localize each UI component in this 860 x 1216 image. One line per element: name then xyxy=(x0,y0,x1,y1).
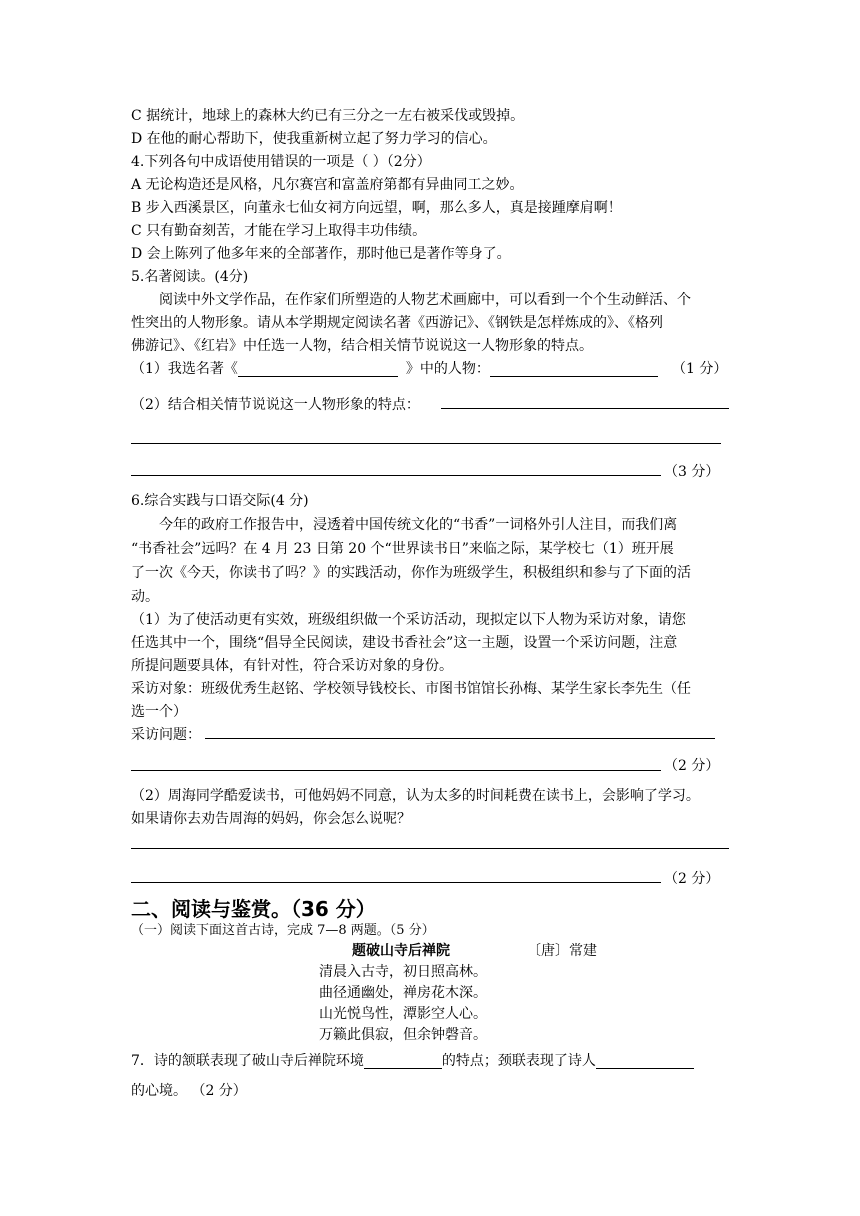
q5-para-line1: 阅读中外文学作品，在作家们所塑造的人物艺术画廊中，可以看到一个个生动鲜活、个 xyxy=(159,292,691,308)
q6-para-line3: 了一次《今天，你读书了吗？》的实践活动，你作为班级学生，积极组织和参与了下面的活 xyxy=(131,565,691,581)
q5-sub1-middle: 》中的人物： xyxy=(405,361,490,377)
q6-para-line2: “书香社会”远吗？在 4 月 23 日第 20 个“世界读书日”来临之际，某学校七（1）班开展 xyxy=(131,541,674,557)
q5-sub2-prompt: （2）结合相关情节说说这一人物形象的特点： xyxy=(131,397,420,413)
poem-line: 清晨入古寺，初日照高林。 xyxy=(319,964,487,980)
q6-sub1-score: （2 分） xyxy=(664,758,720,774)
environment-blank[interactable] xyxy=(364,1052,442,1069)
q6-question-label: 采访问题： xyxy=(131,727,201,743)
q4-option-b: B 步入西溪景区，向董永七仙女祠方向远望，啊，那么多人，真是接踵摩肩啊！ xyxy=(131,200,622,216)
q5-sub2-score: （3 分） xyxy=(664,464,720,480)
q3-option-d: D 在他的耐心帮助下，使我重新树立起了努力学习的信心。 xyxy=(131,131,497,147)
q7-text-b: 的特点；颈联表现了诗人 xyxy=(441,1053,596,1069)
q6-sub2-line2: 如果请你去劝告周海的妈妈，你会怎么说呢？ xyxy=(131,811,411,827)
q6-sub2-score: （2 分） xyxy=(664,871,720,887)
q6-targets-line2: 选一个） xyxy=(131,704,187,720)
character-blank[interactable] xyxy=(490,360,658,377)
answer-line[interactable] xyxy=(131,475,661,476)
q5-para-line2: 性突出的人物形象。请从本学期规定阅读名著《西游记》、《钢铁是怎样炼成的》、《格列 xyxy=(131,315,663,331)
q4-option-c: C 只有勤奋刻苦，才能在学习上取得丰功伟绩。 xyxy=(131,223,427,239)
q6-para-line4: 动。 xyxy=(131,589,159,605)
poem-line: 万籁此俱寂，但余钟磬音。 xyxy=(319,1027,487,1043)
mood-blank[interactable] xyxy=(596,1052,694,1069)
q3-option-c: C 据统计，地球上的森林大约已有三分之一左右被采伐或毁掉。 xyxy=(131,108,525,124)
answer-line[interactable] xyxy=(131,848,729,849)
q5-sub1 xyxy=(131,358,658,380)
q7-line1 xyxy=(131,1050,694,1072)
section-title: 二、阅读与鉴赏。（36 分） xyxy=(131,897,376,921)
q5-sub1-score: （1 分） xyxy=(672,361,728,377)
q4-stem: 4.下列各句中成语使用错误的一项是（ ）（2分） xyxy=(131,154,431,170)
q5-stem: 5.名著阅读。(4分) xyxy=(131,269,249,285)
q6-sub2-line1: （2）周海同学酷爱读书，可他妈妈不同意，认为太多的时间耗费在读书上，会影响了学习。 xyxy=(131,788,700,804)
poem-line: 曲径通幽处，禅房花木深。 xyxy=(319,985,487,1001)
q6-stem: 6.综合实践与口语交际(4 分) xyxy=(131,493,309,509)
q6-sub1-line3: 所提问题要具体，有针对性，符合采访对象的身份。 xyxy=(131,658,453,674)
poem-title: 题破山寺后禅院 xyxy=(352,943,450,959)
part-instruction: （一）阅读下面这首古诗，完成 7—8 两题。（5 分） xyxy=(131,923,435,938)
q7-line2: 的心境。 （2 分） xyxy=(131,1083,247,1099)
answer-line[interactable] xyxy=(131,443,721,444)
q6-targets-line1: 采访对象：班级优秀生赵铭、学校领导钱校长、市图书馆馆长孙梅、某学生家长李先生（任 xyxy=(131,681,691,697)
answer-line[interactable] xyxy=(131,882,661,883)
q6-para-line1: 今年的政府工作报告中，浸透着中国传统文化的“书香”一词格外引人注目，而我们离 xyxy=(159,517,678,533)
q5-sub1-prefix: （1）我选名著《 xyxy=(131,361,238,377)
poem-line: 山光悦鸟性，潭影空人心。 xyxy=(319,1006,487,1022)
q6-sub1-line2: 任选其中一个，围绕“倡导全民阅读，建设书香社会”这一主题，设置一个采访问题，注意 xyxy=(131,635,678,651)
q5-para-line3: 佛游记》、《红岩》中任选一人物，结合相关情节说说这一人物形象的特点。 xyxy=(131,338,593,354)
answer-line[interactable] xyxy=(131,770,661,771)
q6-sub1-line1: （1）为了使活动更有实效，班级组织做一个采访活动，现拟定以下人物为采访对象，请您 xyxy=(131,612,686,628)
q4-option-a: A 无论构造还是风格，凡尔赛宫和富盖府第都有异曲同工之妙。 xyxy=(131,177,524,193)
answer-line[interactable] xyxy=(441,408,729,409)
poem-author: 〔唐〕常建 xyxy=(527,943,597,959)
book-name-blank[interactable] xyxy=(238,360,398,377)
q4-option-d: D 会上陈列了他多年来的全部著作，那时他已是著作等身了。 xyxy=(131,246,511,262)
answer-line[interactable] xyxy=(205,738,715,739)
q7-text-a: 7．诗的颔联表现了破山寺后禅院环境 xyxy=(131,1053,364,1069)
